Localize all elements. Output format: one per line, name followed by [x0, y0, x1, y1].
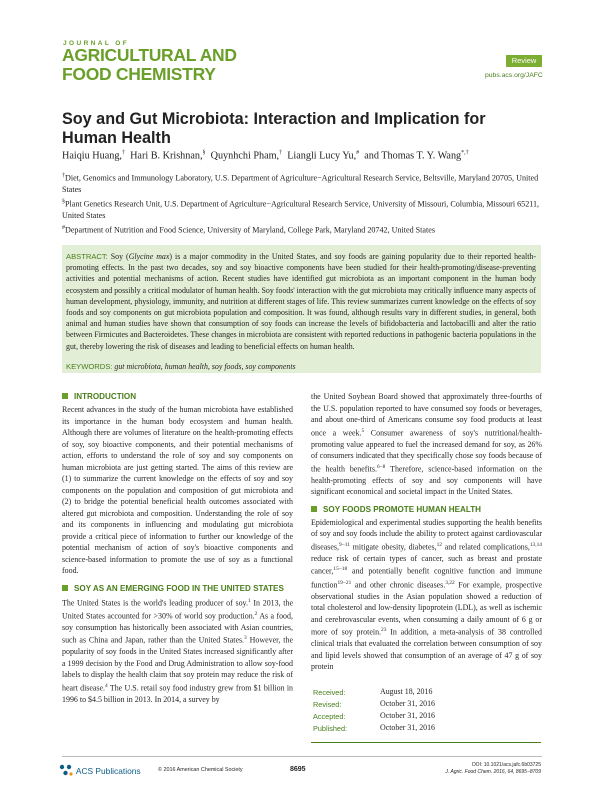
section-square-icon — [62, 585, 68, 591]
affiliation — [62, 171, 542, 195]
body-paragraph: The United States is the world's leading producer of soy.$^1$ In 2013, the United States accounted for >30% of world soy production.$^2$ As a food, soy consumption has historically been associated with Asian countries, such as China and Japan, rather than the United States.$^3$ However, the popularity of soy foods in the United States increased significantly after a 1999 decision by the Food and Drug Administration to allow soy-food labels to display the health claim that soy protein may reduce the risk of heart disease.$^4$ The U.S. retail soy food industry grew from $1 billion in 1996 to $4.5 billion in 2013. In 2014, a survey by — [62, 597, 293, 705]
author-sup: † — [279, 150, 283, 156]
author-sup: # — [356, 150, 360, 156]
affiliation-sup: † — [62, 173, 65, 179]
ref-citation[interactable]: 3 — [244, 635, 247, 642]
abstract — [66, 251, 536, 352]
abstract-text: ) is a major commodity in the United States, and soy foods are gaining popularity due to their reported health-promoting effects. In the past two decades, soy and soy bioactive components have been studied for their health-promoting/disease-preventing activities and potential mechanisms of action. Recent studies have identified gut microbiota as an important component in the human body ecosystem and possibly a critical modulator of human health. Soy foods' interaction with the gut microbiota may critically influence many aspects of human development, physiology, immunity, and nutrition at different stages of life. This review summarizes current knowledge on the effects of soy foods and soy components on gut microbiota population and composition. It was found, although results vary in different studies, in general, both animal and human studies have shown that consumption of soy foods can increase the levels of bifidobacteria and lactobacilli and alter the ratio between Firmicutes and Bacteroidetes. These changes in microbiota are consistent with reported reductions in pathogenic bacteria populations in the gut, thereby lowering the risk of diseases and leading to beneficial effects on human health. — [66, 252, 536, 351]
affiliation — [62, 197, 542, 221]
body-paragraph: Epidemiological and experimental studies supporting the health benefits of soy and soy foods include the ability to protect against cardiovascular diseases,$^{9-11}$ mitigate obesity, diabetes,$^{12}$ and related complications,$^{13,14}$ reduce risk of certain types of cancer, such as breast and prostate cancer,$^{15-18}$ and potentially benefit cognitive function and immune function$^{19-21}$ and other chronic diseases.$^{3,22}$ For example, prospective observational studies in the Asian population showed a reduction of total cholesterol and low-density lipoprotein (LDL), as well as ischemic and cerebrovascular events, when consuming a daily amount of 6 g or more of soy protein.$^{23}$ In addition, a meta-analysis of 38 controlled clinical trials that evaluated the correlation between consumption of soy and lipid levels showed that consumption of an average of 47 g of soy protein — [311, 517, 542, 672]
acs-logo-icon — [58, 763, 74, 777]
footer-divider — [62, 756, 542, 757]
ref-citation[interactable]: 9−11 — [339, 541, 350, 548]
journal-name-small: JOURNAL OF — [63, 40, 130, 47]
author[interactable]: and Thomas T. Y. Wang — [364, 150, 462, 162]
author-sup: † — [121, 150, 125, 156]
revised-date: October 31, 2016 — [380, 699, 436, 708]
ref-citation[interactable]: 1 — [248, 597, 251, 604]
page-number: 8695 — [290, 766, 306, 773]
citation: J. Agric. Food Chem. 2016, 64, 8695−8709 — [445, 768, 541, 775]
affiliation — [62, 223, 542, 236]
journal-url-link[interactable]: pubs.acs.org/JAFC — [485, 72, 543, 79]
body-paragraph: the United Soybean Board showed that approximately three-fourths of the U.S. population reported to have consumed soy foods or beverages, and about one-third of Americans consume soy food products at least once a week.$^5$ Consumer awareness of soy's nutritional/health-promoting value appeared to fuel the increased demand for soy, as 26% of consumers indicated that they specifically chose soy foods because of the health benefits.$^{6-8}$ Therefore, science-based information on the health-promoting effects of soy and soy components will have significant economical and societal impact in the United States. — [311, 392, 542, 497]
keywords-label: KEYWORDS: — [66, 362, 113, 371]
intro-paragraph: Recent advances in the study of the human microbiota have established its importance in the human body ecosystem and human health. Although there are volumes of literature on the health-promoting effects of soy, soy bioactive components, and their potential mechanisms of action, efforts to understand the role of soy and soy components on human microbiota are just getting started. The aims of this review are (1) to summarize the current knowledge on the effects of soy and soy components on the population and composition of gut microbiota and (2) to bridge the potential beneficial health outcomes associated with altered gut microbiota and composition. Understanding the role of soy and its components in influencing and modulating gut microbiota provide a critical piece of information to further our knowledge of the potential mechanism of action of soy's bioactive components and science-based information to promote the use of soy as a functional food. — [62, 405, 293, 575]
published-label: Published: — [313, 724, 348, 733]
doi-citation — [400, 762, 541, 775]
keywords-text: gut microbiota, human health, soy foods, soy components — [114, 362, 296, 371]
abstract-label: ABSTRACT: — [66, 252, 108, 261]
author-list — [62, 150, 552, 161]
abstract-lead: Soy ( — [110, 252, 129, 261]
received-label: Received: — [313, 688, 346, 697]
ref-citation[interactable]: 23 — [381, 627, 387, 634]
accepted-date: October 31, 2016 — [380, 711, 436, 720]
divider — [311, 742, 541, 743]
article-title: Soy and Gut Microbiota: Interaction and Implication for Human Health — [62, 110, 486, 147]
copyright: © 2016 American Chemical Society — [158, 767, 243, 773]
right-column — [311, 391, 542, 673]
affiliation-sup: § — [62, 199, 65, 205]
section-square-icon — [62, 393, 68, 399]
section-heading-soy-foods: SOY FOODS PROMOTE HUMAN HEALTH — [311, 504, 542, 515]
article-type-badge: Review — [506, 55, 542, 67]
author-sup: § — [202, 150, 206, 156]
keywords — [66, 361, 536, 372]
author-sup: *,† — [461, 150, 469, 156]
ref-citation[interactable]: 19−21 — [337, 579, 352, 586]
ref-citation[interactable]: 6−8 — [376, 463, 386, 470]
section-heading-emerging-food: SOY AS AN EMERGING FOOD IN THE UNITED STATES — [62, 583, 293, 594]
received-date: August 18, 2016 — [380, 687, 433, 696]
section-square-icon — [311, 506, 317, 512]
journal-logo-line2: FOOD CHEMISTRY — [62, 64, 216, 84]
author[interactable]: Liangli Lucy Yu, — [287, 150, 357, 162]
ref-citation[interactable]: 15−18 — [333, 566, 348, 573]
acs-publications-logo[interactable]: ACS Publications — [58, 763, 141, 777]
published-date: October 31, 2016 — [380, 723, 436, 732]
author[interactable]: Quynhchi Pham, — [210, 150, 280, 162]
author[interactable]: Hari B. Krishnan, — [130, 150, 203, 162]
journal-logo-line1: AGRICULTURAL AND — [62, 45, 237, 65]
abstract-species: Glycine max — [128, 252, 170, 261]
author[interactable]: Haiqiu Huang, — [62, 150, 122, 162]
affiliation-text: Department of Nutrition and Food Science, University of Maryland, College Park, Maryland 20742, United States — [65, 225, 435, 235]
ref-citation[interactable]: 12 — [436, 541, 442, 548]
left-column — [62, 391, 293, 706]
ref-citation[interactable]: 13,14 — [529, 541, 542, 548]
ref-citation[interactable]: 2 — [254, 610, 258, 617]
affiliation-text: Plant Genetics Research Unit, U.S. Department of Agriculture−Agricultural Research Service, University of Missouri, Columbia, Missouri 65211, United States — [62, 199, 540, 220]
ref-citation[interactable]: 3,22 — [445, 579, 455, 586]
revised-label: Revised: — [313, 700, 342, 709]
accepted-label: Accepted: — [313, 712, 346, 721]
ref-citation[interactable]: 4 — [105, 682, 108, 689]
ref-citation[interactable]: 5 — [361, 427, 365, 434]
affiliation-sup: # — [62, 225, 65, 231]
section-heading-introduction: INTRODUCTION — [62, 391, 293, 402]
affiliation-text: Diet, Genomics and Immunology Laboratory, U.S. Department of Agriculture−Agricultural Research Service, Beltsville, Maryland 20705, United States — [62, 173, 539, 194]
doi-link[interactable]: DOI: 10.1021/acs.jafc.6b03725 — [472, 762, 541, 768]
